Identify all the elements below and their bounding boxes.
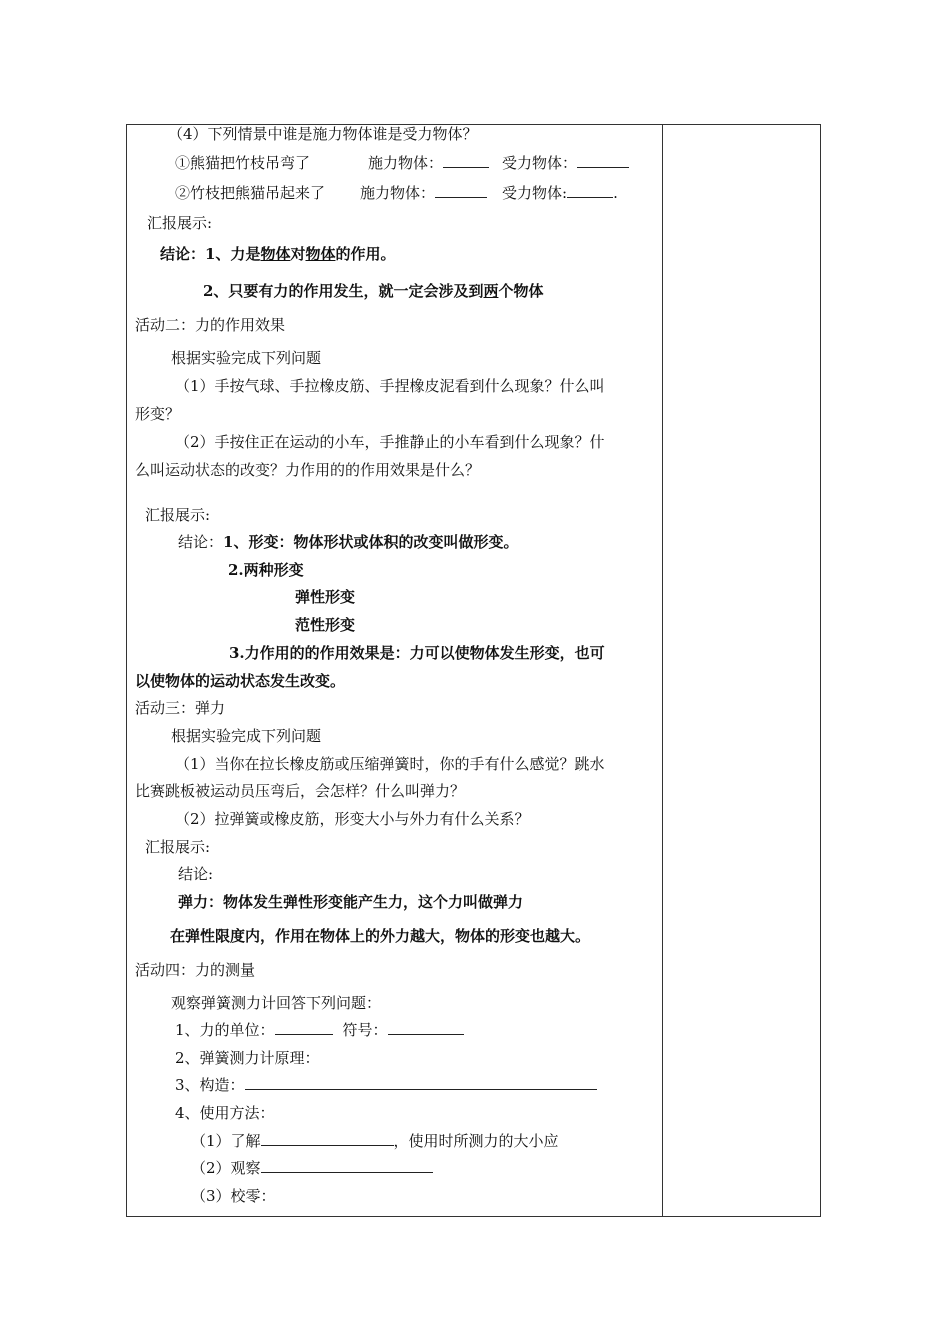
s2-q2b: 么叫运动状态的改变？力作用的的作用效果是什么？ — [135, 461, 481, 479]
s4-intro: 观察弹簧测力计回答下列问题： — [171, 994, 382, 1012]
s1-conclusion-1: 结论：1、力是物体对物体的作用。 — [160, 245, 396, 263]
s4-method-2: （2）观察 — [191, 1158, 433, 1178]
s4-item-2: 2、弹簧测力计原理： — [175, 1049, 320, 1067]
s3-q1b: 比赛跳板被运动员压弯后，会怎样？什么叫弹力？ — [135, 782, 466, 800]
s2-conclusion-3b: 以使物体的运动状态发生改变。 — [135, 672, 346, 690]
q4-question: （4）下列情景中谁是施力物体谁是受力物体？ — [168, 125, 478, 143]
s3-report: 汇报展示: — [145, 838, 211, 856]
answer-blank[interactable] — [567, 183, 613, 198]
s2-conclusion-1: 结论：1、形变：物体形状或体积的改变叫做形变。 — [178, 533, 519, 551]
answer-blank[interactable] — [388, 1020, 464, 1035]
s1-report: 汇报展示: — [147, 214, 213, 232]
q4-case1-scene: ①熊猫把竹枝吊弯了 — [175, 154, 311, 172]
s3-conclusion-label: 结论: — [178, 865, 214, 883]
s2-elastic: 弹性形变 — [295, 588, 356, 606]
s3-q2: （2）拉弹簧或橡皮筋，形变大小与外力有什么关系？ — [175, 810, 530, 828]
s2-conclusion-2: 2.两种形变 — [228, 561, 304, 579]
s2-plastic: 范性形变 — [295, 616, 356, 634]
answer-blank[interactable] — [443, 153, 489, 168]
s4-method-1: （1）了解 ，使用时所测力的大小应 — [191, 1132, 559, 1150]
notes-column-cell — [663, 125, 820, 1216]
s2-report: 汇报展示: — [145, 506, 211, 524]
s4-item-3: 3、构造： — [175, 1075, 597, 1095]
answer-blank[interactable] — [275, 1020, 333, 1035]
answer-blank[interactable] — [245, 1075, 597, 1090]
s3-q1a: （1）当你在拉长橡皮筋或压缩弹簧时，你的手有什么感觉？跳水 — [175, 755, 605, 773]
q4-case2-exerter: 施力物体： — [360, 183, 487, 203]
s2-q1b: 形变？ — [135, 405, 181, 423]
s1-conclusion-2: 2、只要有力的作用发生，就一定会涉及到两个物体 — [203, 282, 544, 300]
q4-case2-scene: ②竹枝把熊猫吊起来了 — [175, 184, 326, 202]
s2-q2a: （2）手按住正在运动的小车，手推静止的小车看到什么现象？什 — [175, 433, 605, 451]
q4-case1-exerter: 施力物体： — [368, 153, 489, 173]
s2-conclusion-3a: 3.力作用的的作用效果是：力可以使物体发生形变，也可 — [229, 644, 605, 662]
s4-item-4: 4、使用方法： — [175, 1104, 275, 1122]
s2-q1a: （1）手按气球、手拉橡皮筋、手捏橡皮泥看到什么现象？什么叫 — [175, 377, 605, 395]
q4-case1-receiver: 受力物体： — [502, 153, 629, 173]
s4-method-3: （3）校零： — [191, 1187, 276, 1205]
s3-title: 活动三：弹力 — [135, 699, 226, 717]
answer-blank[interactable] — [261, 1131, 394, 1146]
s2-intro: 根据实验完成下列问题 — [171, 349, 322, 367]
answer-blank[interactable] — [261, 1158, 433, 1173]
s4-title: 活动四：力的测量 — [135, 961, 256, 979]
answer-blank[interactable] — [435, 183, 487, 198]
s3-conclusion-2: 在弹性限度内，作用在物体上的外力越大，物体的形变也越大。 — [170, 927, 591, 945]
s4-item-1: 1、力的单位： 符号： — [175, 1020, 464, 1040]
s2-title: 活动二：力的作用效果 — [135, 316, 286, 334]
s3-intro: 根据实验完成下列问题 — [171, 727, 322, 745]
s3-conclusion-1: 弹力：物体发生弹性形变能产生力，这个力叫做弹力 — [178, 893, 524, 911]
q4-case2-receiver: 受力物体: . — [502, 184, 618, 202]
answer-blank[interactable] — [577, 153, 629, 168]
